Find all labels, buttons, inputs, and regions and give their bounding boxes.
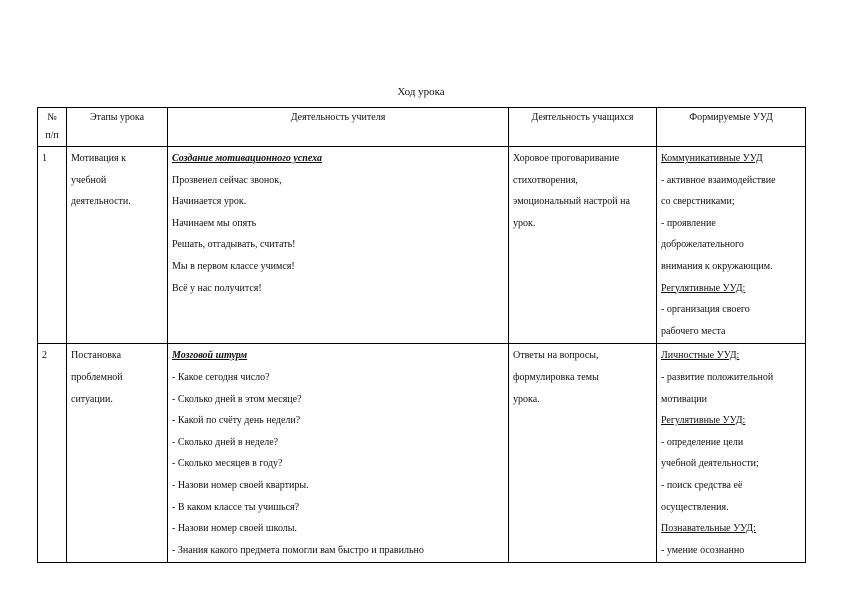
uud-heading: Регулятивные УУД:: [661, 282, 746, 294]
students-line: Хоровое проговаривание: [513, 153, 620, 164]
uud-line: - умение осознанно: [661, 544, 745, 556]
teacher-line: - Сколько дней в этом месяце?: [172, 393, 302, 405]
students-line: Ответы на вопросы,: [513, 350, 599, 362]
students-line: формулировка темы: [513, 371, 599, 383]
uud-line: - поиск средства её: [661, 479, 743, 491]
teacher-line: - Сколько месяцев в году?: [172, 458, 283, 470]
students-line: урок.: [513, 217, 536, 229]
header-number-line2: п/п: [45, 130, 59, 141]
teacher-line: Начинается урок.: [172, 196, 247, 208]
teacher-activity-heading: Создание мотивационного успеха: [172, 153, 323, 164]
teacher-line: - Назови номер своей школы.: [172, 523, 298, 535]
table-header-row: [38, 108, 806, 147]
teacher-cell: [168, 147, 509, 344]
uud-line: учебной деятельности;: [661, 458, 759, 470]
header-stage: Этапы урока: [67, 108, 168, 147]
lesson-table: [37, 107, 806, 563]
uud-line: - развитие положительной: [661, 371, 774, 383]
uud-heading: Познавательные УУД:: [661, 523, 756, 535]
header-uud: Формируемые УУД: [657, 108, 806, 147]
page-title: Ход урока: [397, 86, 445, 98]
teacher-line: - Какое сегодня число?: [172, 371, 270, 383]
stage-line: ситуации.: [71, 393, 113, 405]
teacher-line: Решать, отгадывать, считать!: [172, 239, 296, 251]
stage-cell: [67, 344, 168, 563]
teacher-line: Прозвенел сейчас звонок,: [172, 174, 282, 186]
row-number: 1: [38, 147, 67, 344]
uud-line: - проявление: [661, 217, 716, 229]
uud-line: внимания к окружающим.: [661, 260, 773, 272]
table-row: [38, 344, 806, 563]
uud-line: - активное взаимодействие: [661, 174, 776, 186]
teacher-line: Начинаем мы опять: [172, 217, 257, 229]
stage-line: Постановка: [71, 350, 122, 362]
uud-line: осуществления.: [661, 501, 729, 513]
teacher-line: Всё у нас получится!: [172, 282, 262, 294]
teacher-line: - Назови номер своей квартиры.: [172, 479, 309, 491]
header-number: [38, 108, 67, 147]
students-cell: [509, 147, 657, 344]
teacher-cell: [168, 344, 509, 563]
stage-line: Мотивация к: [71, 153, 126, 164]
uud-line: - определение цели: [661, 436, 744, 448]
row-number: 2: [38, 344, 67, 563]
students-cell: [509, 344, 657, 563]
teacher-line: - Какой по счёту день недели?: [172, 415, 301, 427]
uud-heading: Личностные УУД:: [661, 350, 740, 362]
header-teacher: Деятельность учителя: [168, 108, 509, 147]
stage-line: учебной: [71, 174, 107, 186]
uud-heading: Регулятивные УУД:: [661, 415, 746, 427]
teacher-line: - Знания какого предмета помогли вам быстро и правильно: [172, 544, 424, 556]
header-students: Деятельность учащихся: [509, 108, 657, 147]
uud-line: рабочего места: [661, 325, 726, 337]
uud-line: мотивации: [661, 393, 708, 405]
table-row: [38, 147, 806, 344]
teacher-line: - В каком классе ты учишься?: [172, 501, 300, 513]
teacher-line: Мы в первом классе учимся!: [172, 260, 295, 272]
uud-cell: [657, 344, 806, 563]
uud-line: доброжелательного: [661, 239, 744, 251]
uud-heading: Коммуникативные УУД: [661, 153, 763, 164]
teacher-line: - Сколько дней в неделе?: [172, 436, 279, 448]
uud-line: со сверстниками;: [661, 196, 735, 208]
students-line: урока.: [513, 393, 540, 405]
students-line: стихотворения,: [513, 174, 578, 186]
teacher-activity-heading: Мозговой штурм: [172, 350, 248, 362]
header-number-line1: №: [47, 112, 57, 123]
uud-cell: [657, 147, 806, 344]
uud-line: - организация своего: [661, 304, 750, 316]
stage-line: деятельности.: [71, 196, 131, 208]
students-line: эмоциональный настрой на: [513, 196, 630, 208]
stage-cell: [67, 147, 168, 344]
stage-line: проблемной: [71, 371, 123, 383]
